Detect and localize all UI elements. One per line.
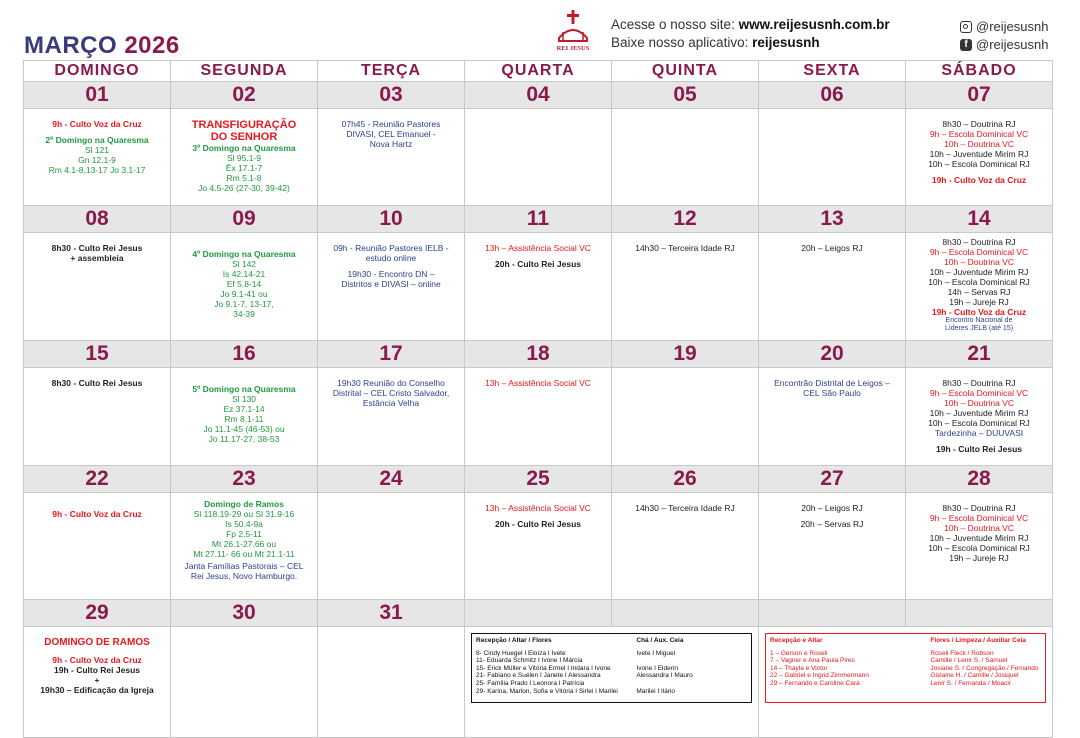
event: Jo 9.1-7, 13-17, (214, 299, 274, 309)
event: TRANSFIGURAÇÃO (191, 119, 297, 131)
day-number: 24 (318, 466, 465, 493)
event: 34-39 (233, 309, 255, 319)
week-4-dates (24, 466, 1053, 493)
event: 8h30 – Doutrina RJ (942, 237, 1016, 247)
day-number (612, 600, 759, 627)
day-number: 20 (759, 341, 906, 368)
church-logo (553, 10, 593, 52)
event: Is 42.14-21 (222, 269, 266, 279)
event: Distrital – CEL Cristo Salvador, (332, 388, 450, 398)
event: 20h – Servas RJ (800, 519, 864, 529)
day-number: 13 (759, 206, 906, 233)
month-label: MARÇO (24, 32, 118, 59)
event: Domingo de Ramos (204, 499, 284, 509)
event: Sl 142 (231, 259, 257, 269)
event: 19h – Jureje RJ (949, 553, 1009, 563)
duty-team: 14 – Thayla e Victor (770, 664, 828, 672)
day-number: 17 (318, 341, 465, 368)
event: Ef 5.8-14 (226, 279, 262, 289)
event: 13h – Assistência Social VC (485, 503, 591, 513)
day-cell-12 (612, 233, 759, 341)
duty-row (476, 688, 747, 696)
event: 10h – Juventude Mirim RJ (929, 149, 1029, 159)
event: Jo 11.17-27, 38-53 (208, 434, 280, 444)
event: Rm 5.1-8 (226, 173, 262, 183)
day-cell-23 (171, 493, 318, 600)
day-cell-31 (318, 627, 465, 738)
day-cell-02 (171, 109, 318, 206)
event: 14h30 – Terceira Idade RJ (635, 503, 735, 513)
day-cell-10 (318, 233, 465, 341)
duty-row (770, 680, 1041, 688)
event: 10h – Escola Dominical RJ (928, 543, 1030, 553)
duty-aux: Roseli Fleck / Robson (930, 649, 994, 657)
day-cell-05 (612, 109, 759, 206)
day-cell-20 (759, 368, 906, 466)
week-2-dates (24, 206, 1053, 233)
duties-header-right: Flores / Limpeza / Auxiliar Ceia (930, 637, 1026, 644)
event: 10h – Doutrina VC (944, 139, 1014, 149)
day-number: 27 (759, 466, 906, 493)
event: + (94, 675, 100, 685)
social-links (960, 18, 1048, 54)
event: DO SENHOR (210, 131, 278, 143)
event: 5º Domingo na Quaresma (192, 384, 296, 394)
day-cell-06 (759, 109, 906, 206)
day-cell-04 (465, 109, 612, 206)
event: 9h - Culto Voz da Cruz (52, 119, 142, 129)
event: Rm 4.1-8,13-17 Jo 3.1-17 (48, 165, 146, 175)
event: 19h - Culto Rei Jesus (54, 665, 140, 675)
site-url[interactable]: www.reijesusnh.com.br (738, 17, 890, 32)
weekday-header: QUARTA (465, 61, 612, 82)
duty-row (770, 650, 1041, 658)
event: Mt 27.11- 66 ou Mt 21.1-11 (193, 549, 295, 559)
duties-header-left: Recepção / Altar / Flores (476, 637, 552, 644)
duty-aux: Josiane S. / Congregação / Fernando (930, 664, 1039, 672)
day-number: 22 (24, 466, 171, 493)
rei-jesus-duties (465, 627, 759, 738)
day-number: 11 (465, 206, 612, 233)
event: 07h45 - Reunião Pastores (341, 119, 441, 129)
facebook-icon: f (960, 39, 972, 51)
event: 20h - Culto Rei Jesus (495, 519, 581, 529)
week-1-dates (24, 82, 1053, 109)
week-5-dates (24, 600, 1053, 627)
event: Is 50.4-9a (225, 519, 263, 529)
week-4-events (24, 493, 1053, 600)
day-cell-07 (906, 109, 1053, 206)
event: Gn 12.1-9 (78, 155, 116, 165)
duty-aux: Lenir S. / Fernanda / Moacir (930, 679, 1011, 687)
duty-team: 29 – Fernando e Caroline Cará (770, 679, 860, 687)
duties-header-left: Recepção e Altar (770, 637, 823, 644)
day-number: 09 (171, 206, 318, 233)
day-cell-18 (465, 368, 612, 466)
event: 9h – Escola Dominical VC (929, 129, 1029, 139)
event: 19h - Culto Voz da Cruz (931, 175, 1027, 185)
event: 13h – Assistência Social VC (485, 243, 591, 253)
weekday-header: QUINTA (612, 61, 759, 82)
event: Jo 11.1-45 (46-53) ou (203, 424, 285, 434)
day-number: 15 (24, 341, 171, 368)
day-cell-14 (906, 233, 1053, 341)
day-cell-27 (759, 493, 906, 600)
event: 10h – Doutrina VC (944, 257, 1014, 267)
day-number: 25 (465, 466, 612, 493)
day-number: 30 (171, 600, 318, 627)
rei-jesus-duties-box (471, 633, 752, 703)
duty-team: 21- Fabiano e Suélen I Janete I Alessandra (476, 672, 601, 680)
event: DOMINGO DE RAMOS (44, 637, 150, 648)
duty-aux: Alessandra I Mauro (636, 672, 693, 680)
event: 9h – Escola Dominical VC (929, 388, 1029, 398)
duty-aux: Marilei I Ilário (636, 687, 676, 695)
day-cell-22 (24, 493, 171, 600)
week-1-events (24, 109, 1053, 206)
duty-team: 11- Eduarda Schmitz I Ivone I Márcia (476, 657, 583, 665)
event: 10h – Juventude Mirim RJ (929, 533, 1029, 543)
event: Fp 2.5-11 (226, 529, 262, 539)
day-cell-19 (612, 368, 759, 466)
event: DIVASI, CEL Emanuel - (346, 129, 436, 139)
app-name: reijesusnh (752, 35, 820, 50)
event: 3º Domingo na Quaresma (192, 143, 296, 153)
duty-row (476, 665, 747, 673)
event: estudo online (365, 253, 417, 263)
event: 20h - Culto Rei Jesus (495, 259, 581, 269)
weekday-header: DOMINGO (24, 61, 171, 82)
event: Rm 8.1-11 (224, 414, 264, 424)
event: Distritos e DIVASI – online (341, 279, 441, 289)
day-cell-17 (318, 368, 465, 466)
duty-aux: Ivone I Elderin (636, 664, 678, 672)
day-cell-08 (24, 233, 171, 341)
duties-header-right: Chá / Aux. Ceia (636, 637, 684, 644)
event: Sl 95.1-9 (226, 153, 262, 163)
event: 20h – Leigos RJ (801, 243, 863, 253)
event: 8h30 – Doutrina RJ (942, 119, 1016, 129)
event: Sl 121 (84, 145, 110, 155)
day-number: 19 (612, 341, 759, 368)
event: + assembleia (70, 253, 124, 263)
event: 19h - Culto Voz da Cruz (931, 307, 1027, 317)
week-3-dates (24, 341, 1053, 368)
day-number: 14 (906, 206, 1053, 233)
event: 8h30 – Doutrina RJ (942, 503, 1016, 513)
day-number: 16 (171, 341, 318, 368)
event: Janta Famílias Pastorais – CEL (184, 561, 304, 571)
event: 9h - Culto Voz da Cruz (52, 509, 142, 519)
day-number: 26 (612, 466, 759, 493)
event: 09h - Reunião Pastores IELB - (333, 243, 449, 253)
day-cell-11 (465, 233, 612, 341)
event: 10h – Juventude Mirim RJ (929, 267, 1029, 277)
day-number (759, 600, 906, 627)
day-cell-16 (171, 368, 318, 466)
weekday-header: SEXTA (759, 61, 906, 82)
event: 19h30 Reunião do Conselho (337, 378, 445, 388)
day-number (465, 600, 612, 627)
duty-team: 1 – Gerson e Roseli (770, 649, 828, 657)
event: Estância Velha (362, 398, 420, 408)
event: 10h – Escola Dominical RJ (928, 159, 1030, 169)
event: Encontro Nacional de (945, 317, 1013, 324)
day-number: 31 (318, 600, 465, 627)
day-cell-01 (24, 109, 171, 206)
day-number: 23 (171, 466, 318, 493)
day-cell-24 (318, 493, 465, 600)
event: Encontrão Distrital de Leigos – (774, 378, 890, 388)
voz-da-cruz-duties (759, 627, 1053, 738)
week-2-events (24, 233, 1053, 341)
event: 20h – Leigos RJ (801, 503, 863, 513)
day-cell-13 (759, 233, 906, 341)
event: 10h – Juventude Mirim RJ (929, 408, 1029, 418)
event: Líderes JELB (até 15) (944, 325, 1014, 332)
weekday-header-row (24, 61, 1053, 82)
event: Ez 37.1-14 (223, 404, 265, 414)
day-cell-09 (171, 233, 318, 341)
logo-text: REI JESUS (556, 45, 590, 52)
day-number: 01 (24, 82, 171, 109)
instagram-icon (960, 21, 972, 33)
event: Rei Jesus, Novo Hamburgo. (190, 571, 298, 581)
day-number: 10 (318, 206, 465, 233)
day-number (906, 600, 1053, 627)
event: 10h – Escola Dominical RJ (928, 418, 1030, 428)
day-cell-25 (465, 493, 612, 600)
day-number: 03 (318, 82, 465, 109)
duty-team: 22 – Gabriel e Ingrid Zimmermann (770, 672, 869, 680)
duty-team: 15- Erick Müller e Vitória Ermel I Indara I Ivone (476, 664, 611, 672)
year-label: 2026 (124, 32, 180, 59)
day-cell-15 (24, 368, 171, 466)
event: Nova Hartz (369, 139, 413, 149)
event: 8h30 - Culto Rei Jesus (51, 243, 143, 253)
instagram-handle[interactable]: @reijesusnh (976, 19, 1049, 34)
duty-row (476, 680, 747, 688)
event: 19h30 – Edificação da Igreja (40, 685, 154, 695)
duty-team: 29- Karina, Marlon, Sofia e Vitória I Sirlei I Marilei (476, 687, 618, 695)
event: 4º Domingo na Quaresma (192, 249, 296, 259)
duty-row (770, 657, 1041, 665)
day-cell-26 (612, 493, 759, 600)
duty-row (476, 650, 747, 658)
event: 19h - Culto Rei Jesus (936, 444, 1022, 454)
event: Tardezinha – DUUVASI (934, 428, 1024, 438)
day-number: 06 (759, 82, 906, 109)
duty-aux: Ivete I Miguel (636, 649, 676, 657)
voz-da-cruz-duties-box (765, 633, 1046, 703)
day-number: 07 (906, 82, 1053, 109)
day-number: 18 (465, 341, 612, 368)
day-cell-29 (24, 627, 171, 738)
day-number: 05 (612, 82, 759, 109)
event: 14h – Servas RJ (947, 287, 1011, 297)
duty-aux: Gislaine H. / Camille / Josiquel (930, 672, 1019, 680)
event: Mt 26.1-27.66 ou (211, 539, 277, 549)
event: Sl 130 (231, 394, 257, 404)
duty-row (770, 672, 1041, 680)
event: 9h - Culto Voz da Cruz (52, 655, 142, 665)
event: 19h – Jureje RJ (949, 297, 1009, 307)
event: Sl 118.19-29 ou Sl 31.9-16 (193, 509, 295, 519)
site-label: Acesse o nosso site: (611, 17, 735, 32)
duty-aux (636, 657, 747, 665)
event: 14h30 – Terceira Idade RJ (635, 243, 735, 253)
page-title (24, 32, 180, 60)
event: 13h – Assistência Social VC (485, 378, 591, 388)
week-3-events (24, 368, 1053, 466)
weekday-header: TERÇA (318, 61, 465, 82)
event: 8h30 – Doutrina RJ (942, 378, 1016, 388)
event: CEL São Paulo (803, 388, 861, 398)
event: 10h – Doutrina VC (944, 398, 1014, 408)
event: 10h – Doutrina VC (944, 523, 1014, 533)
day-number: 04 (465, 82, 612, 109)
event: 9h – Escola Dominical VC (929, 247, 1029, 257)
event: Jo 9.1-41 ou (220, 289, 268, 299)
event: Jo 4.5-26 (27-30, 39-42) (198, 183, 290, 193)
day-number: 12 (612, 206, 759, 233)
day-number: 08 (24, 206, 171, 233)
day-number: 21 (906, 341, 1053, 368)
duty-row (476, 672, 747, 680)
event: 10h – Escola Dominical RJ (928, 277, 1030, 287)
duty-team: 7 – Vagner e Ana Paula Pires (770, 657, 855, 665)
event: 2º Domingo na Quaresma (45, 135, 149, 145)
calendar-grid (23, 60, 1053, 738)
site-info (611, 16, 890, 52)
event: Êx 17.1-7 (225, 163, 263, 173)
day-cell-30 (171, 627, 318, 738)
event: 9h – Escola Dominical VC (929, 513, 1029, 523)
event: 8h30 - Culto Rei Jesus (51, 378, 143, 388)
duty-aux: Camille / Lenir S. / Samuel (930, 657, 1008, 665)
duty-row (770, 665, 1041, 673)
day-cell-03 (318, 109, 465, 206)
weekday-header: SEGUNDA (171, 61, 318, 82)
day-cell-28 (906, 493, 1053, 600)
day-number: 02 (171, 82, 318, 109)
weekday-header: SÁBADO (906, 61, 1053, 82)
day-cell-21 (906, 368, 1053, 466)
day-number: 28 (906, 466, 1053, 493)
facebook-handle[interactable]: @reijesusnh (976, 37, 1049, 52)
duty-team: 8- Cindy Huegel I Eloíza I Ivete (476, 649, 566, 657)
duty-team: 25- Família Prado I Leonora I Patrícia (476, 679, 585, 687)
event: 19h30 - Encontro DN – (347, 269, 435, 279)
duty-aux (636, 680, 747, 688)
day-number: 29 (24, 600, 171, 627)
app-label: Baixe nosso aplicativo: (611, 35, 749, 50)
week-5-events (24, 627, 1053, 738)
duty-row (476, 657, 747, 665)
